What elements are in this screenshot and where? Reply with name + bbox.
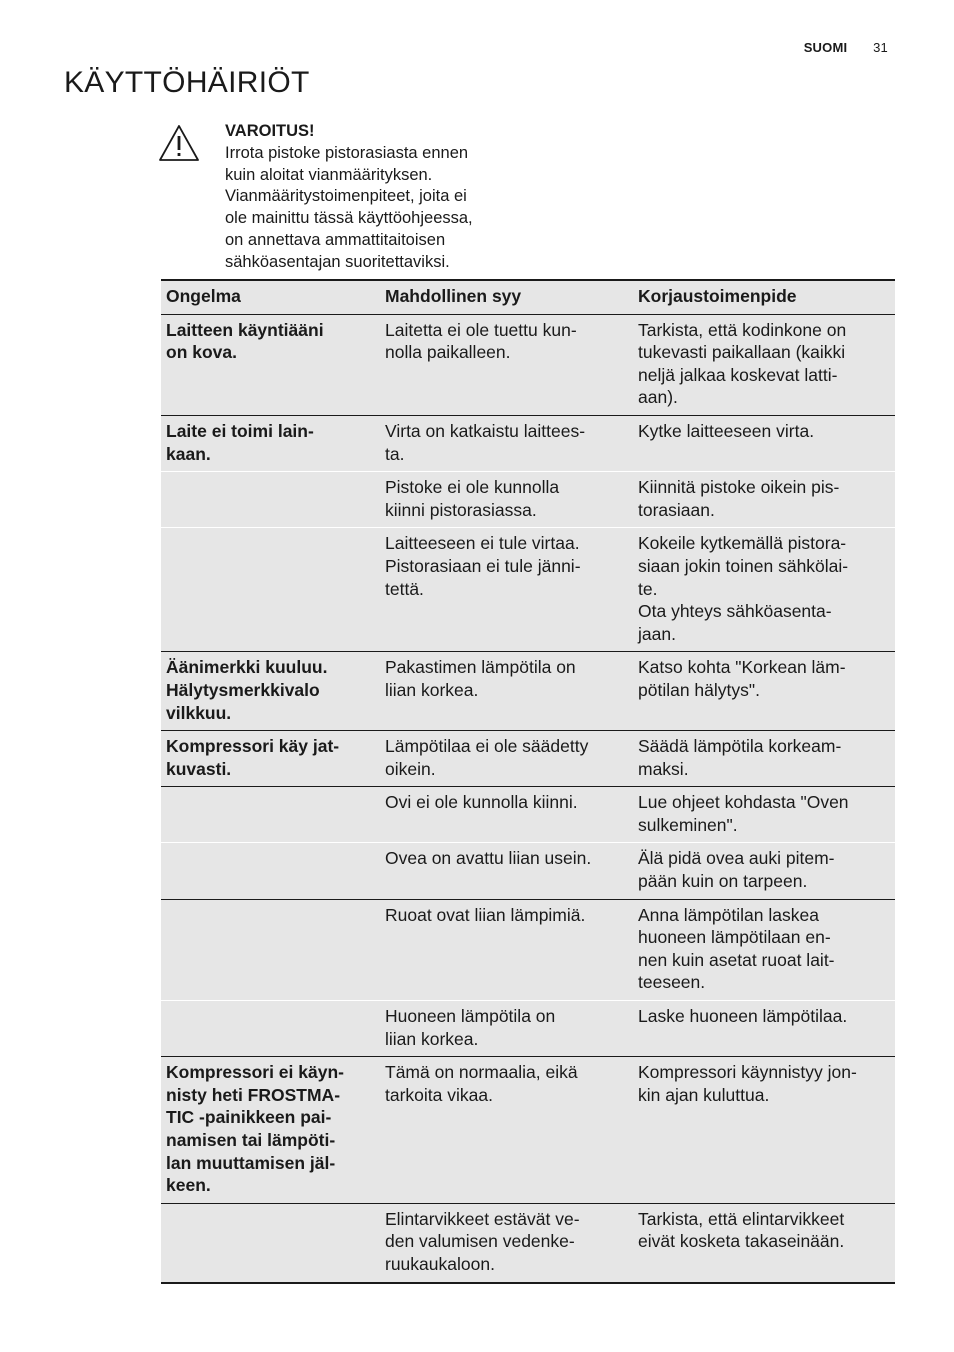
cell-fix — [633, 415, 895, 471]
cell-line: pään kuin on tarpeen. — [638, 871, 808, 892]
cell-cause — [380, 415, 633, 471]
cell-line: kuvasti. — [166, 758, 232, 779]
cell-line: Pistorasiaan ei tule jänni- — [385, 555, 581, 576]
cell-line: ta. — [385, 443, 405, 464]
warning-body — [225, 143, 525, 274]
table-row — [161, 1001, 895, 1057]
cell-line: Kompressori käynnistyy jon- — [638, 1062, 857, 1083]
cell-cause — [380, 472, 633, 528]
cell-problem — [161, 314, 380, 415]
table-row — [161, 1203, 895, 1282]
section-label: SUOMI — [803, 40, 848, 55]
cell-cause — [380, 787, 633, 843]
table-row — [161, 787, 895, 843]
cell-line: Anna lämpötilan laskea — [638, 904, 819, 925]
cell-line: Tarkista, että kodinkone on — [638, 319, 847, 340]
cell-line: huoneen lämpötilaan en- — [638, 927, 831, 948]
column-header-fix: Korjaustoimenpide — [633, 280, 895, 314]
cell-line: Ovi ei ole kunnolla kiinni. — [385, 792, 578, 813]
cell-cause — [380, 1203, 633, 1282]
cell-line: namisen tai lämpöti- — [166, 1130, 336, 1150]
cell-line: Ota yhteys sähköasenta- — [638, 601, 832, 622]
cell-line: maksi. — [638, 758, 689, 779]
cell-line: Älä pidä ovea auki pitem- — [638, 848, 835, 869]
cell-line: Kytke laitteeseen virta. — [638, 420, 815, 441]
cell-cause — [380, 652, 633, 731]
cell-problem — [161, 899, 380, 1000]
table-header-row — [161, 280, 895, 314]
warning-title: VAROITUS! — [225, 122, 315, 140]
cell-line: Katso kohta "Korkean läm- — [638, 657, 846, 678]
cell-line: torasiaan. — [638, 499, 715, 520]
cell-line: siaan jokin toinen sähkölai- — [638, 555, 849, 576]
cell-problem — [161, 731, 380, 787]
cell-line: vilkkuu. — [166, 702, 232, 723]
cell-line: nisty heti FROSTMA- — [166, 1084, 341, 1105]
cell-line: Kompressori ei käyn- — [166, 1062, 344, 1083]
cell-problem — [161, 472, 380, 528]
page-number: 31 — [873, 40, 888, 55]
table-row — [161, 843, 895, 899]
cell-line: liian korkea. — [385, 679, 479, 700]
cell-fix — [633, 731, 895, 787]
cell-problem — [161, 1001, 380, 1057]
cell-line: Hälytysmerkkivalo — [166, 679, 320, 700]
cell-line: Huoneen lämpötila on — [385, 1006, 556, 1027]
cell-line: neljä jalkaa koskevat latti- — [638, 364, 838, 385]
cell-problem — [161, 528, 380, 652]
cell-problem — [161, 843, 380, 899]
warning-line: Vianmääritystoimenpiteet, joita ei — [225, 187, 467, 206]
cell-cause — [380, 899, 633, 1000]
warning-block — [225, 121, 525, 274]
cell-line: Ruoat ovat liian lämpimiä. — [385, 904, 586, 925]
cell-problem — [161, 415, 380, 471]
cell-line: tettä. — [385, 578, 424, 599]
cell-fix — [633, 1001, 895, 1057]
warning-line: Irrota pistoke pistorasiasta ennen — [225, 143, 469, 162]
cell-line: Laske huoneen lämpötilaa. — [638, 1006, 848, 1027]
cell-line: te. — [638, 578, 658, 599]
cell-line: Tarkista, että elintarvikkeet — [638, 1208, 845, 1229]
cell-line: sulkeminen". — [638, 814, 738, 835]
cell-line: kaan. — [166, 443, 211, 464]
cell-line: kiinni pistorasiassa. — [385, 499, 537, 520]
warning-icon — [158, 124, 200, 162]
cell-fix — [633, 528, 895, 652]
cell-fix — [633, 1203, 895, 1282]
cell-fix — [633, 652, 895, 731]
page-title: KÄYTTÖHÄIRIÖT — [64, 66, 310, 99]
troubleshooting-table — [161, 279, 895, 1284]
warning-line: on annettava ammattitaitoisen — [225, 230, 446, 249]
cell-line: on kova. — [166, 342, 237, 363]
cell-line: Kompressori käy jat- — [166, 736, 340, 757]
cell-line: ruukaukaloon. — [385, 1253, 495, 1274]
cell-cause — [380, 1001, 633, 1057]
cell-line: Virta on katkaistu laittees- — [385, 420, 586, 441]
cell-line: Säädä lämpötila korkeam- — [638, 736, 842, 757]
cell-fix — [633, 787, 895, 843]
cell-line: TIC -painikkeen pai- — [166, 1107, 332, 1128]
cell-problem — [161, 787, 380, 843]
cell-line: Lämpötilaa ei ole säädetty — [385, 736, 589, 757]
cell-line: kin ajan kuluttua. — [638, 1084, 770, 1105]
cell-cause — [380, 731, 633, 787]
cell-line: liian korkea. — [385, 1028, 479, 1049]
column-header-cause: Mahdollinen syy — [380, 280, 633, 314]
cell-problem — [161, 1203, 380, 1282]
cell-line: aan). — [638, 387, 678, 408]
table-row — [161, 899, 895, 1000]
cell-problem — [161, 1057, 380, 1204]
cell-line: Äänimerkki kuuluu. — [166, 657, 328, 678]
cell-line: eivät kosketa takaseinään. — [638, 1231, 845, 1252]
table-row — [161, 731, 895, 787]
cell-cause — [380, 843, 633, 899]
page-header — [804, 40, 888, 55]
cell-fix — [633, 1057, 895, 1204]
cell-line: lan muuttamisen jäl- — [166, 1152, 336, 1173]
cell-line: keen. — [166, 1175, 211, 1196]
cell-cause — [380, 1057, 633, 1204]
cell-line: Ovea on avattu liian usein. — [385, 848, 592, 869]
cell-line: Laitetta ei ole tuettu kun- — [385, 319, 577, 340]
cell-line: den valumisen vedenke- — [385, 1231, 575, 1252]
cell-line: Laitteeseen ei tule virtaa. — [385, 533, 580, 554]
cell-line: Kokeile kytkemällä pistora- — [638, 533, 847, 554]
cell-line: Pakastimen lämpötila on — [385, 657, 576, 678]
cell-fix — [633, 843, 895, 899]
cell-line: Laitteen käyntiääni — [166, 319, 324, 340]
table-row — [161, 314, 895, 415]
table-row — [161, 472, 895, 528]
cell-line: Laite ei toimi lain- — [166, 420, 314, 441]
warning-line: ole mainittu tässä käyttöohjeessa, — [225, 209, 473, 228]
column-header-problem: Ongelma — [161, 280, 380, 314]
cell-line: teeseen. — [638, 972, 706, 993]
warning-line: sähköasentajan suoritettaviksi. — [225, 252, 450, 271]
cell-line: Kiinnitä pistoke oikein pis- — [638, 477, 840, 498]
cell-line: oikein. — [385, 758, 436, 779]
cell-line: Tämä on normaalia, eikä — [385, 1062, 578, 1083]
cell-line: tukevasti paikallaan (kaikki — [638, 342, 846, 363]
table-row — [161, 415, 895, 471]
warning-line: kuin aloitat vianmäärityksen. — [225, 165, 433, 184]
cell-line: jaan. — [638, 623, 676, 644]
cell-line: tarkoita vikaa. — [385, 1084, 493, 1105]
cell-line: Elintarvikkeet estävät ve- — [385, 1208, 580, 1229]
cell-line: nen kuin asetat ruoat lait- — [638, 949, 835, 970]
cell-fix — [633, 314, 895, 415]
table-row — [161, 1057, 895, 1204]
table-row — [161, 528, 895, 652]
cell-fix — [633, 472, 895, 528]
cell-cause — [380, 528, 633, 652]
cell-line: Pistoke ei ole kunnolla — [385, 477, 560, 498]
cell-problem — [161, 652, 380, 731]
cell-line: nolla paikalleen. — [385, 342, 511, 363]
cell-cause — [380, 314, 633, 415]
cell-line: Lue ohjeet kohdasta "Oven — [638, 792, 849, 813]
cell-fix — [633, 899, 895, 1000]
cell-line: pötilan hälytys". — [638, 679, 760, 700]
table-row — [161, 652, 895, 731]
